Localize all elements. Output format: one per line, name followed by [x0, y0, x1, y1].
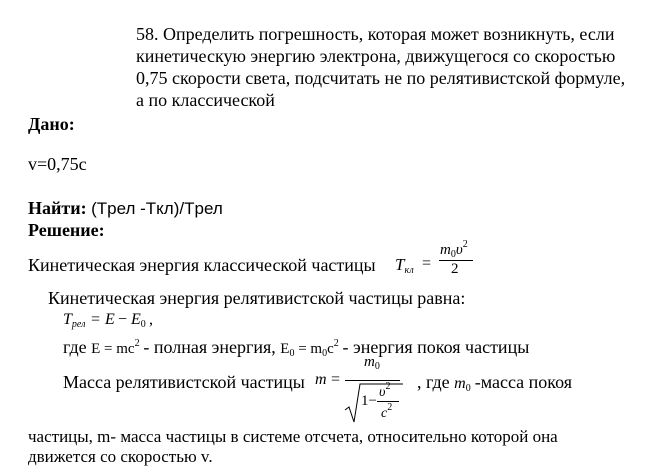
problem-line-2: кинетическую энергию электрона, движущегося со скоростью — [136, 46, 616, 66]
m0-desc: -масса покоя — [474, 372, 573, 392]
problem-line-4: а по классической — [136, 90, 275, 110]
find-expression: (Tрел -Tкл)/Tрел — [91, 199, 223, 218]
rest-energy-formula: $E_0 = m_0c^2$ — [280, 338, 339, 359]
relativistic-energy-formula: $T_{рел}$ = E − $E_0$ , — [63, 311, 153, 330]
m0-definition: , где $m_0$ -масса покоя — [417, 372, 573, 394]
given-value: v=0,75c — [28, 154, 87, 174]
relativistic-mass-formula: m = $m_0$ 1− $\upsilon^2$ $c^2$ — [312, 356, 407, 426]
energy-definitions — [63, 333, 529, 365]
final-line-1: частицы, m- масса частицы в системе отсчета, относительно которой она — [28, 427, 558, 446]
classic-energy-formula: $T_{кл}$ = $m_0\upsilon^2$ 2 — [395, 245, 475, 285]
classic-energy-text: Кинетическая энергия классической частицы — [28, 255, 376, 275]
solution-label: Решение: — [28, 220, 105, 240]
full-energy-text: - полная энергия, — [143, 337, 276, 357]
problem-line-1: 58. Определить погрешность, которая может возникнуть, если — [136, 24, 615, 44]
problem-line-3: 0,75 скорости света, подсчитать не по релятивистской формуле, — [136, 68, 626, 88]
where-m0: , где — [417, 372, 450, 392]
relativistic-energy-text: Кинетическая энергия релятивистской частицы равна: — [48, 288, 466, 308]
given-label: Дано: — [28, 114, 75, 134]
final-line-2: движется со скоростью v. — [28, 447, 213, 466]
find-label: Найти: — [28, 198, 87, 218]
where-label: где — [63, 337, 87, 357]
find-line — [28, 197, 223, 220]
rest-energy-text: - энергия покоя частицы — [342, 337, 530, 357]
full-energy-formula: $E = mc^2$ — [91, 338, 140, 357]
mass-text: Масса релятивистской частицы — [63, 372, 305, 392]
